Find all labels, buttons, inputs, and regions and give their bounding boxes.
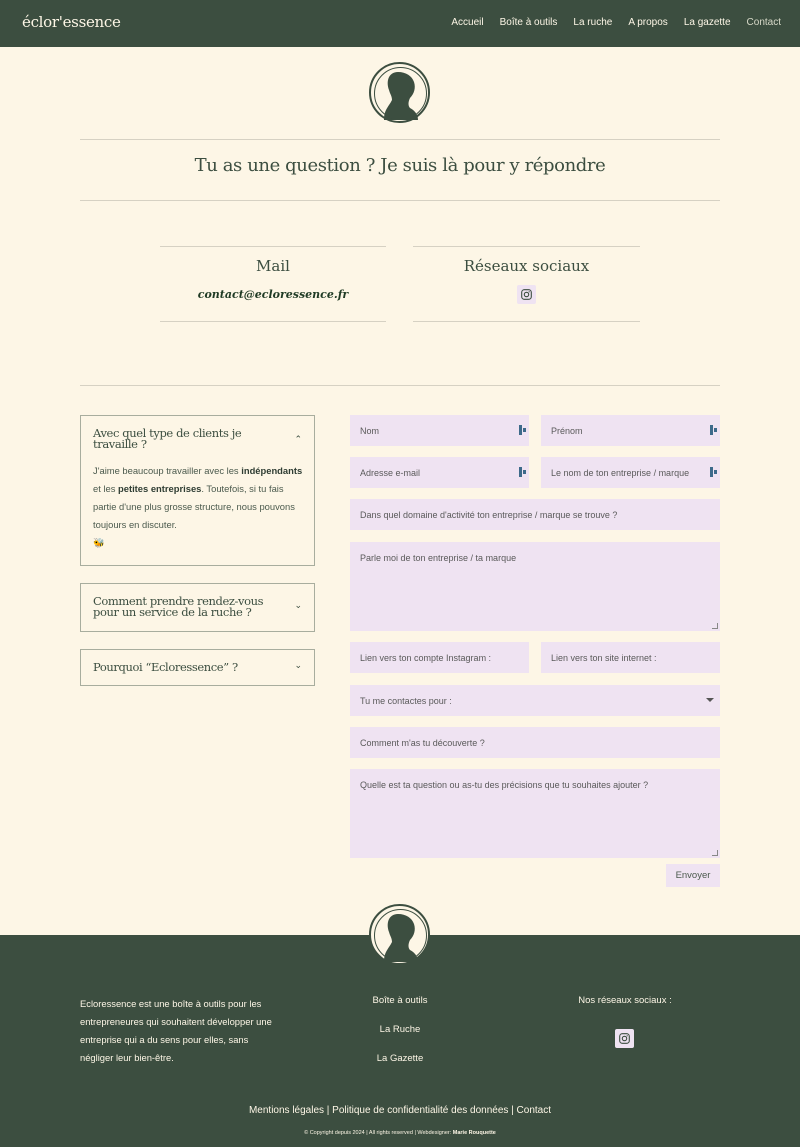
- footer-legal-links[interactable]: Mentions légales | Politique de confidentialité des données | Contact: [248, 1105, 552, 1116]
- page-title: Tu as une question ? Je suis là pour y répondre: [194, 155, 606, 176]
- footer-about: Ecloressence est une boîte à outils pour les entrepreneures qui souhaitent développer une entreprise qui a du sens pour elles, sans négliger leur bien-être.: [80, 998, 272, 1063]
- faq-question: Pourquoi “Ecloressence” ?: [93, 660, 238, 674]
- nav-item-a-propos[interactable]: A propos: [628, 17, 668, 28]
- motif-select[interactable]: [350, 685, 720, 716]
- chevron-down-icon[interactable]: ⌄: [294, 660, 302, 670]
- prenom-placeholder: Prénom: [551, 426, 583, 436]
- mail-title: Mail: [256, 257, 290, 275]
- site-logo[interactable]: éclor'essence: [22, 13, 121, 31]
- bee-icon: 🐝: [93, 537, 105, 548]
- footer-link-la-gazette[interactable]: La Gazette: [376, 1053, 424, 1064]
- motif-selected-value: Tu me contactes pour :: [360, 696, 452, 706]
- password-manager-icon[interactable]: [710, 425, 717, 435]
- nav-item-la-gazette[interactable]: La gazette: [683, 17, 731, 28]
- password-manager-icon[interactable]: [710, 467, 717, 477]
- footer-copyright: [0, 1130, 800, 1136]
- site-placeholder: Lien vers ton site internet :: [551, 653, 657, 663]
- instagram-placeholder: Lien vers ton compte Instagram :: [360, 653, 492, 663]
- faq-question: [93, 428, 241, 450]
- footer: [0, 935, 800, 1147]
- main-nav: [451, 17, 781, 28]
- caret-down-icon: [706, 698, 714, 702]
- divider: [160, 321, 386, 322]
- chevron-up-icon[interactable]: ⌃: [294, 434, 302, 444]
- domaine-placeholder: Dans quel domaine d'activité ton entreprise / marque se trouve ?: [360, 510, 618, 520]
- decouverte-input[interactable]: [350, 727, 720, 758]
- site-input[interactable]: [541, 642, 720, 673]
- divider: [80, 385, 720, 386]
- entreprise-placeholder: Le nom de ton entreprise / marque: [551, 468, 690, 478]
- top-navigation-bar: [0, 0, 800, 47]
- resize-handle-icon[interactable]: [712, 850, 718, 856]
- nav-item-la-ruche[interactable]: La ruche: [573, 17, 613, 28]
- nav-item-contact[interactable]: Contact: [746, 17, 781, 28]
- divider: [413, 321, 640, 322]
- nav-item-accueil[interactable]: Accueil: [451, 17, 484, 28]
- footer-instagram-link[interactable]: [615, 1029, 634, 1048]
- password-manager-icon[interactable]: [519, 425, 526, 435]
- copyright-text: © Copyright depuis 2024 | All rights reserved | Webdesigner:: [304, 1130, 453, 1136]
- faq-question-line: pour un service de la ruche ?: [93, 605, 252, 619]
- divider: [80, 139, 720, 140]
- divider: [413, 246, 640, 247]
- designer-name[interactable]: Marie Rouquette: [452, 1130, 496, 1136]
- faq-item-rendez-vous[interactable]: [80, 583, 315, 632]
- chevron-down-icon[interactable]: ⌄: [294, 600, 302, 610]
- faq-question: [93, 596, 263, 618]
- answer-emphasis: indépendants: [241, 465, 303, 476]
- social-title: Réseaux sociaux: [463, 257, 590, 275]
- send-button[interactable]: Envoyer: [666, 864, 720, 887]
- description-textarea[interactable]: [350, 542, 720, 631]
- faq-answer: [93, 462, 305, 552]
- email-input[interactable]: [350, 457, 529, 488]
- faq-question-line: Avec quel type de clients je: [93, 426, 242, 440]
- divider: [160, 246, 386, 247]
- email-placeholder: Adresse e-mail: [360, 468, 421, 478]
- footer-link-boite-a-outils[interactable]: Boîte à outils: [372, 995, 428, 1006]
- footer-links: [340, 995, 460, 1082]
- answer-emphasis: petites entreprises: [118, 483, 202, 494]
- instagram-input[interactable]: [350, 642, 529, 673]
- nom-input[interactable]: [350, 415, 529, 446]
- prenom-input[interactable]: [541, 415, 720, 446]
- footer-social-title: Nos réseaux sociaux :: [578, 995, 672, 1006]
- footer-link-la-ruche[interactable]: La Ruche: [379, 1024, 421, 1035]
- woman-silhouette-icon: [380, 912, 420, 962]
- footer-portrait-medallion: [369, 904, 430, 965]
- entreprise-input[interactable]: [541, 457, 720, 488]
- instagram-link[interactable]: [517, 285, 536, 304]
- instagram-icon: [619, 1033, 630, 1044]
- answer-text: . Toutefois, si tu fais partie d'une plus grosse structure, nous pouvons toujours en discuter.: [93, 483, 295, 530]
- domaine-input[interactable]: [350, 499, 720, 530]
- password-manager-icon[interactable]: [519, 467, 526, 477]
- question-textarea[interactable]: [350, 769, 720, 858]
- portrait-medallion: [369, 62, 430, 123]
- woman-silhouette-icon: [380, 70, 420, 120]
- divider: [80, 200, 720, 201]
- question-placeholder: Quelle est ta question ou as-tu des précisions que tu souhaites ajouter ?: [360, 780, 649, 790]
- decouverte-placeholder: Comment m'as tu découverte ?: [360, 738, 485, 748]
- faq-item-pourquoi[interactable]: [80, 649, 315, 686]
- faq-item-clients[interactable]: [80, 415, 315, 566]
- answer-text: et les: [93, 483, 119, 494]
- nav-item-boite-a-outils[interactable]: Boîte à outils: [499, 17, 558, 28]
- resize-handle-icon[interactable]: [712, 623, 718, 629]
- faq-question-line: Comment prendre rendez-vous: [93, 594, 264, 608]
- description-placeholder: Parle moi de ton entreprise / ta marque: [360, 553, 517, 563]
- instagram-icon: [521, 289, 532, 300]
- answer-text: J'aime beaucoup travailler avec les: [93, 465, 242, 476]
- faq-question-line: travaille ?: [93, 437, 147, 451]
- nom-placeholder: Nom: [360, 426, 380, 436]
- mail-address-link[interactable]: contact@ecloressence.fr: [197, 288, 349, 301]
